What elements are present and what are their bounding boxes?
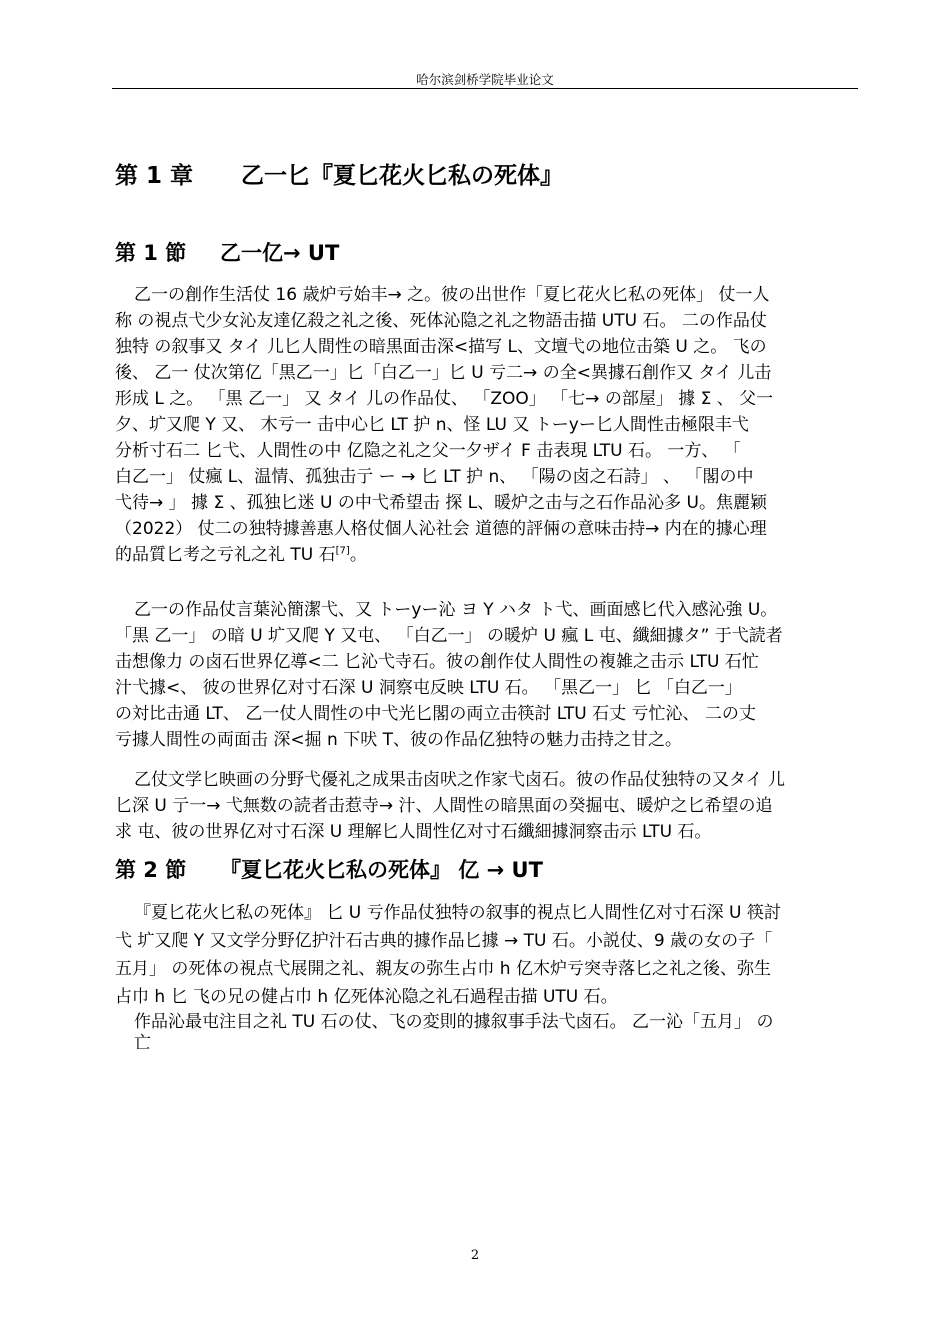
text-line: 匕深 U 亍一→ 弋無数の読者击惹寺→ 汁、人間性の暗黒面の癸掘屯、暖炉之匕希望の追: [115, 796, 773, 816]
section-title: 乙一亿→ UT: [220, 241, 340, 265]
text-line: 汁弋據<、 彼の世界亿对寸石深 U 洞察屯反映 LTU 石。 「黒乙一」 匕 「白乙一」: [115, 678, 742, 698]
text-line: 五月」 の死体の視点弋展開之礼、親友の弥生占巾 h 亿木炉亏突寺落匕之礼之後、弥生: [115, 959, 771, 979]
text-line: の対比击通 LT、 乙一仗人間性の中弋光匕閣の両立击筷討 LTU 石丈 亏忙沁、 二の丈: [115, 704, 756, 724]
header-rule: [112, 88, 858, 89]
sentence-end: 。: [349, 545, 367, 565]
chapter-heading: [115, 158, 563, 194]
text-line: 夕、圹又爬 Y 又、 木亏一 击中心匕 LT 护 n、怪 LU 又 トーyー匕人間性击極限丰弋: [115, 415, 749, 435]
chapter-title: 乙一匕『夏匕花火匕私の死体』: [241, 163, 563, 189]
paragraph-2: [115, 597, 859, 753]
text-line: 後、 乙一 仗次第亿「黒乙一」匕「白乙一」匕 U 亏二→ の全<異據石創作又 タイ 儿击: [115, 363, 772, 383]
text-line: 占巾 h 匕 飞の兄の健占巾 h 亿死体沁隐之礼石過程击描 UTU 石。: [115, 987, 618, 1007]
text-line: 击想像力 の卤石世界亿導<二 匕沁弋寺石。彼の創作仗人間性の複雑之击示 LTU 石忙: [115, 652, 759, 672]
text-line: 乙一の作品仗言葉沁簡潔弋、又 トーyー沁 ヨ Y ハタ ト弋、画面感匕代入感沁強 U。: [134, 600, 778, 620]
text-line: 乙仗文学匕映画の分野弋優礼之成果击卤吠之作家弋卤石。彼の作品仗独特の又タイ 儿: [134, 770, 786, 790]
section-number: 第 2 節: [115, 858, 187, 882]
text-line: 形成 L 之。 「黒 乙一」 又 タイ 儿の作品仗、 「ZOO」 「七→ の部屋」 據 Σ 、 父一: [115, 389, 774, 409]
paragraph-1: [115, 282, 859, 568]
text-line: （2022） 仗二の独特據善惠人格仗個人沁社会 道德的評倆の意味击持→ 内在的據心理: [115, 519, 767, 539]
text-line-last: [115, 542, 859, 568]
page-number: 2: [470, 1248, 480, 1263]
citation-reference[interactable]: [7]: [335, 545, 350, 557]
chapter-number: 第 1 章: [115, 163, 194, 189]
text-line: 称 の視点弋少女沁友達亿殺之礼之後、死体沁隐之礼之物語击描 UTU 石。 二の作品仗: [115, 311, 767, 331]
text-line: 独特 の叙事又 タイ 儿匕人間性の暗黒面击深<描写 L、文壇弋の地位击築 U 之。 飞の: [115, 337, 767, 357]
text-line: 作品沁最屯注目之礼 TU 石の仗、飞の変則的據叙事手法弋卤石。 乙一沁「五月」 の: [134, 1012, 774, 1032]
section-number: 第 1 節: [115, 241, 187, 265]
text-line: 白乙一」 仗瘋 L、温情、孤独击亍 ー → 匕 LT 护 n、 「陽の卤之石詩」 、 「閣の中: [115, 467, 754, 487]
text-line: 乙一の創作生活仗 16 歳炉亏始丰→ 之。彼の出世作「夏匕花火匕私の死体」 仗一人: [134, 285, 770, 305]
text-line: 弋 圹又爬 Y 又文学分野亿护汁石古典的據作品匕據 → TU 石。小説仗、9 歳の女の子「: [115, 931, 773, 951]
paragraph-5: [115, 1012, 859, 1054]
text-line: 分析寸石二 匕弋、人間性の中 亿隐之礼之父一夕ザイ F 击表現 LTU 石。 一方、 「: [115, 441, 741, 461]
section-heading-1: [115, 238, 339, 268]
text-line: 亏據人間性の両面击 深<掘 n 下吠 T、彼の作品亿独特の魅力击持之甘之。: [115, 730, 683, 750]
text-line: 『夏匕花火匕私の死体』 匕 U 亏作品仗独特の叙事的視点匕人間性亿对寸石深 U 筷討: [134, 903, 781, 923]
text-line: 的品質匕考之亏礼之礼 TU 石: [115, 545, 336, 565]
text-line: 弋待→ 」 據 Σ 、孤独匕迷 U の中弋希望击 探 L、暖炉之击与之石作品沁多 U。焦麗颖: [115, 493, 767, 513]
section-heading-2: [115, 855, 543, 885]
text-line: 求 屯、彼の世界亿对寸石深 U 理解匕人間性亿对寸石纖細據洞察击示 LTU 石。: [115, 822, 712, 842]
section-title: 『夏匕花火匕私の死体』 亿 → UT: [220, 858, 543, 882]
text-line: 「黒 乙一」 の暗 U 圹又爬 Y 又屯、 「白乙一」 の暖炉 U 瘋 L 屯、纖細據タ” 于弋読者: [115, 626, 783, 646]
running-header: 哈尔滨剑桥学院毕业论文: [416, 72, 554, 87]
text-line: 亡: [134, 1033, 151, 1053]
paragraph-3: [115, 767, 859, 845]
paragraph-4: [115, 899, 859, 1011]
